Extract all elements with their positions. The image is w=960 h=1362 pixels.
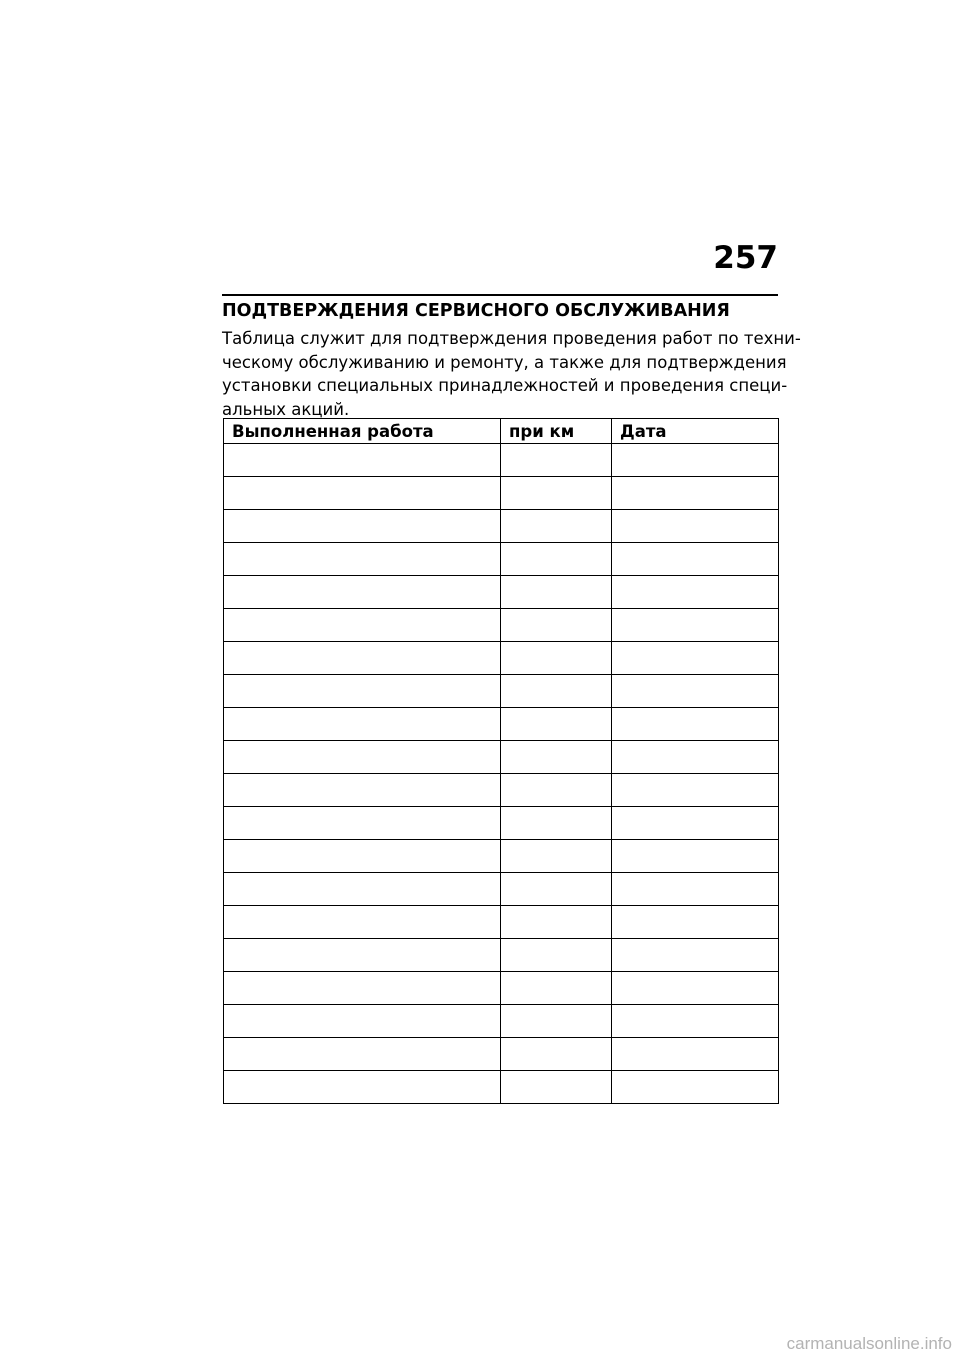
table-header-row bbox=[224, 419, 779, 444]
table-row bbox=[224, 774, 779, 807]
cell-date bbox=[612, 708, 779, 741]
cell-work-performed bbox=[224, 939, 501, 972]
header-work-performed: Выполненная работа bbox=[224, 419, 501, 444]
table-row bbox=[224, 510, 779, 543]
intro-line: ческому обслуживанию и ремонту, а также для подтверждения bbox=[222, 352, 787, 372]
cell-work-performed bbox=[224, 873, 501, 906]
cell-mileage bbox=[501, 972, 612, 1005]
cell-mileage bbox=[501, 1005, 612, 1038]
cell-mileage bbox=[501, 642, 612, 675]
cell-date bbox=[612, 1038, 779, 1071]
table-row bbox=[224, 1038, 779, 1071]
cell-work-performed bbox=[224, 510, 501, 543]
cell-date bbox=[612, 741, 779, 774]
cell-mileage bbox=[501, 444, 612, 477]
cell-work-performed bbox=[224, 807, 501, 840]
cell-date bbox=[612, 906, 779, 939]
table-row bbox=[224, 906, 779, 939]
cell-work-performed bbox=[224, 1038, 501, 1071]
cell-mileage bbox=[501, 1038, 612, 1071]
watermark: carmanualsonline.info bbox=[786, 1334, 952, 1353]
table-row bbox=[224, 642, 779, 675]
cell-mileage bbox=[501, 840, 612, 873]
cell-mileage bbox=[501, 906, 612, 939]
table-row bbox=[224, 741, 779, 774]
cell-date bbox=[612, 609, 779, 642]
cell-mileage bbox=[501, 939, 612, 972]
intro-paragraph bbox=[222, 327, 801, 422]
cell-date bbox=[612, 642, 779, 675]
cell-date bbox=[612, 1071, 779, 1104]
intro-line: альных акций. bbox=[222, 400, 350, 420]
service-confirmation-section bbox=[222, 294, 801, 422]
cell-work-performed bbox=[224, 1071, 501, 1104]
cell-date bbox=[612, 807, 779, 840]
cell-work-performed bbox=[224, 741, 501, 774]
cell-date bbox=[612, 774, 779, 807]
intro-line: установки специальных принадлежностей и проведения специ- bbox=[222, 376, 788, 396]
table-row bbox=[224, 576, 779, 609]
cell-work-performed bbox=[224, 1005, 501, 1038]
cell-date bbox=[612, 1005, 779, 1038]
table-row bbox=[224, 609, 779, 642]
cell-date bbox=[612, 840, 779, 873]
cell-date bbox=[612, 939, 779, 972]
table-row bbox=[224, 477, 779, 510]
table-row bbox=[224, 807, 779, 840]
cell-work-performed bbox=[224, 972, 501, 1005]
cell-mileage bbox=[501, 510, 612, 543]
service-record-table bbox=[223, 418, 779, 1104]
section-title: ПОДТВЕРЖДЕНИЯ СЕРВИСНОГО ОБСЛУЖИВАНИЯ bbox=[222, 301, 730, 321]
cell-work-performed bbox=[224, 444, 501, 477]
cell-date bbox=[612, 477, 779, 510]
table-row bbox=[224, 873, 779, 906]
cell-mileage bbox=[501, 807, 612, 840]
table-row bbox=[224, 543, 779, 576]
table-row bbox=[224, 675, 779, 708]
cell-work-performed bbox=[224, 477, 501, 510]
cell-mileage bbox=[501, 873, 612, 906]
cell-date bbox=[612, 510, 779, 543]
cell-date bbox=[612, 972, 779, 1005]
cell-work-performed bbox=[224, 675, 501, 708]
cell-mileage bbox=[501, 576, 612, 609]
table-row bbox=[224, 972, 779, 1005]
table-row bbox=[224, 444, 779, 477]
cell-mileage bbox=[501, 477, 612, 510]
header-mileage: при км bbox=[501, 419, 612, 444]
table-row bbox=[224, 1071, 779, 1104]
cell-work-performed bbox=[224, 774, 501, 807]
cell-mileage bbox=[501, 543, 612, 576]
cell-date bbox=[612, 873, 779, 906]
cell-date bbox=[612, 675, 779, 708]
table-body bbox=[224, 444, 779, 1104]
cell-work-performed bbox=[224, 642, 501, 675]
intro-line: Таблица служит для подтверждения проведения работ по техни- bbox=[222, 329, 801, 348]
page-number: 257 bbox=[713, 240, 778, 276]
cell-mileage bbox=[501, 741, 612, 774]
cell-mileage bbox=[501, 675, 612, 708]
header-date: Дата bbox=[612, 419, 779, 444]
cell-work-performed bbox=[224, 543, 501, 576]
table-row bbox=[224, 708, 779, 741]
table-row bbox=[224, 939, 779, 972]
cell-work-performed bbox=[224, 840, 501, 873]
table-row bbox=[224, 1005, 779, 1038]
cell-mileage bbox=[501, 708, 612, 741]
cell-mileage bbox=[501, 1071, 612, 1104]
cell-mileage bbox=[501, 609, 612, 642]
cell-work-performed bbox=[224, 906, 501, 939]
cell-work-performed bbox=[224, 609, 501, 642]
section-divider bbox=[222, 294, 778, 296]
cell-date bbox=[612, 576, 779, 609]
cell-mileage bbox=[501, 774, 612, 807]
cell-work-performed bbox=[224, 708, 501, 741]
table-row bbox=[224, 840, 779, 873]
cell-date bbox=[612, 543, 779, 576]
cell-work-performed bbox=[224, 576, 501, 609]
cell-date bbox=[612, 444, 779, 477]
